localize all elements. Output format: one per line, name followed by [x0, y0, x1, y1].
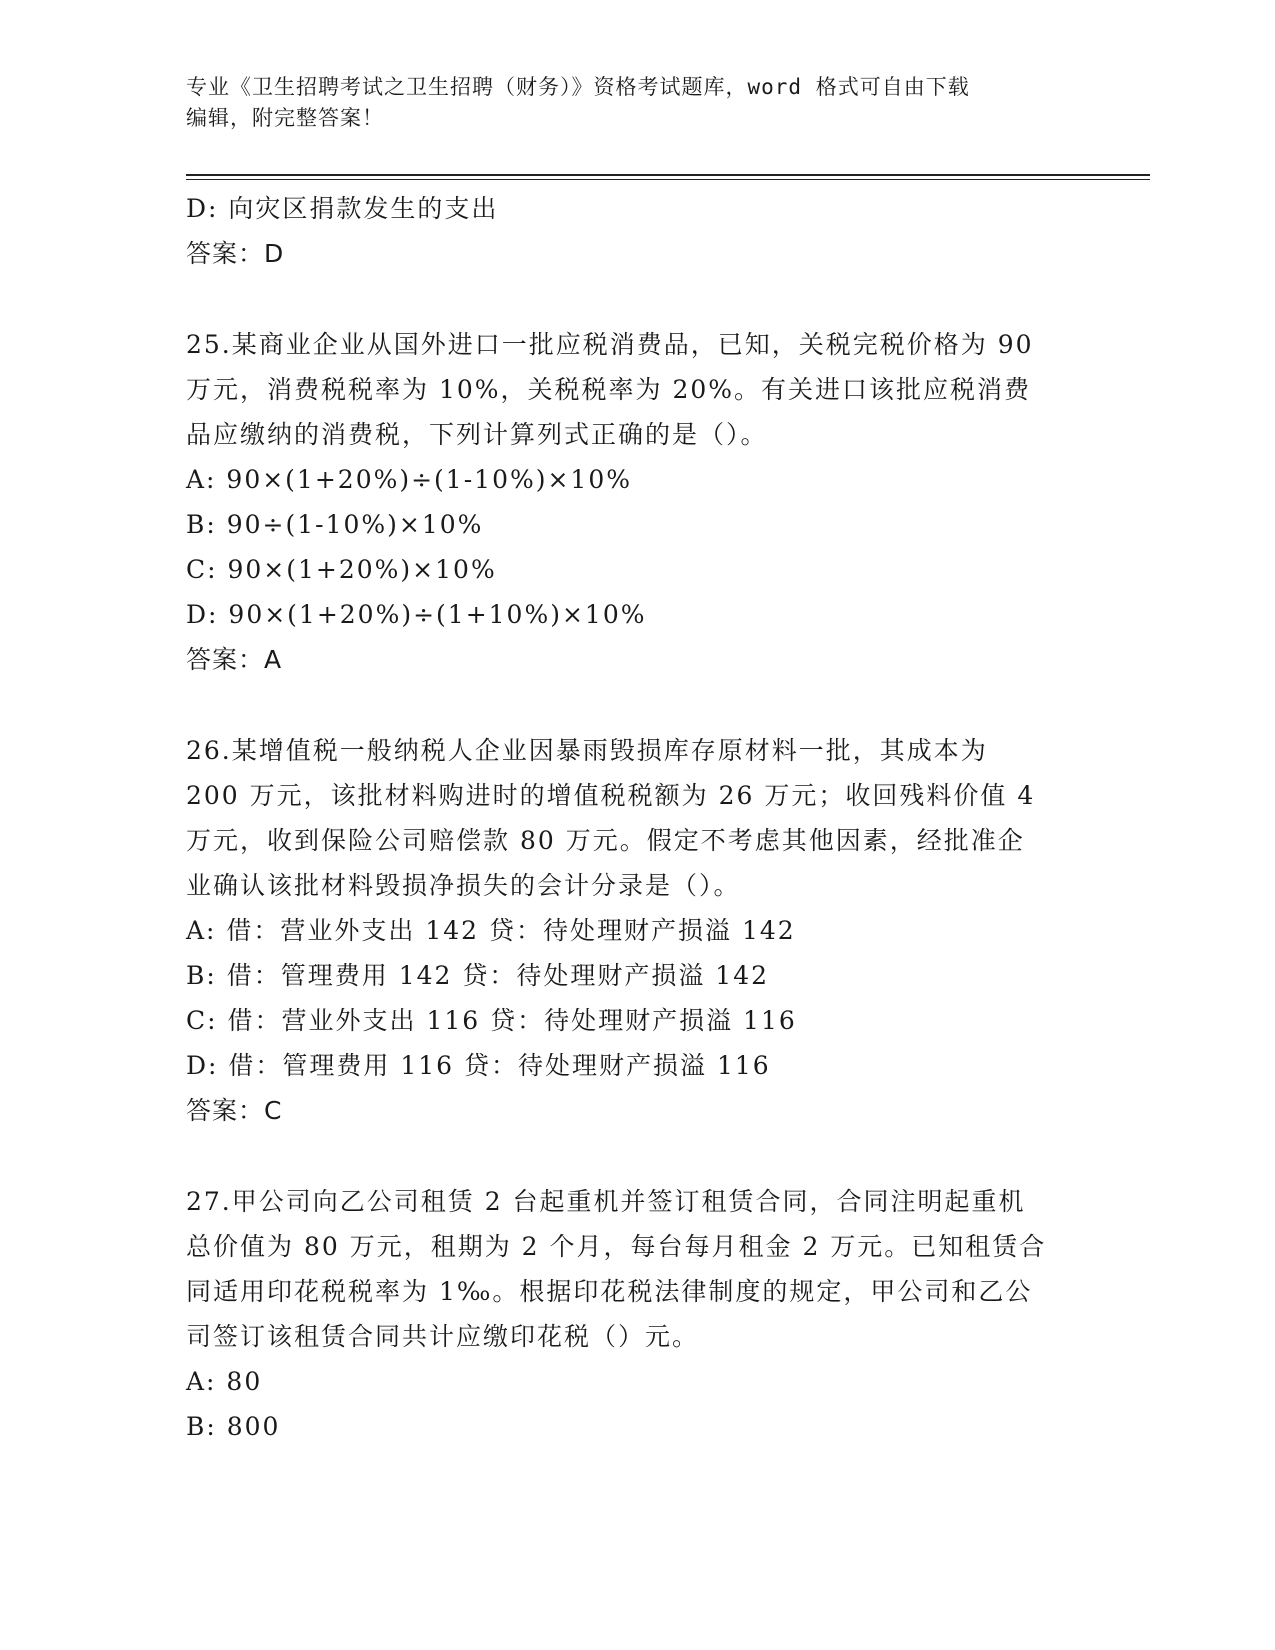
question-gap: [186, 1133, 1086, 1179]
option-d: D: 向灾区捐款发生的支出: [186, 194, 499, 223]
question-text-line: 品应缴纳的消费税，下列计算列式正确的是（）。: [186, 420, 768, 449]
previous-question-tail: [186, 186, 1086, 276]
question-text-line: 万元，消费税税率为 10%，关税税率为 20%。有关进口该批应税消费: [186, 375, 1032, 404]
header-line-2: 编辑，附完整答案！: [186, 106, 384, 130]
question-25: [186, 322, 1086, 682]
answer-line: 答案：D: [186, 239, 285, 268]
option-b: B: 800: [186, 1412, 281, 1441]
question-text-line: 27.甲公司向乙公司租赁 2 台起重机并签订租赁合同，合同注明起重机: [186, 1187, 1026, 1216]
question-27: [186, 1179, 1086, 1449]
option-d: D: 借：管理费用 116 贷：待处理财产损溢 116: [186, 1051, 771, 1080]
question-text-line: 总价值为 80 万元，租期为 2 个月，每台每月租金 2 万元。已知租赁合: [186, 1232, 1047, 1261]
question-gap: [186, 276, 1086, 322]
question-text-line: 司签订该租赁合同共计应缴印花税（）元。: [186, 1322, 700, 1351]
question-text-line: 25.某商业企业从国外进口一批应税消费品，已知，关税完税价格为 90: [186, 330, 1034, 359]
header-line-1: 专业《卫生招聘考试之卫生招聘（财务）》资格考试题库，word 格式可自由下载: [186, 75, 970, 99]
option-c: C: 借：营业外支出 116 贷：待处理财产损溢 116: [186, 1006, 797, 1035]
question-text-line: 200 万元，该批材料购进时的增值税税额为 26 万元；收回残料价值 4: [186, 781, 1036, 810]
option-b: B: 90÷(1-10%)×10%: [186, 510, 484, 539]
option-b: B: 借：管理费用 142 贷：待处理财产损溢 142: [186, 961, 770, 990]
header-divider-thin: [186, 179, 1150, 180]
question-gap: [186, 682, 1086, 728]
question-list: [186, 186, 1086, 1449]
question-26: [186, 728, 1086, 1133]
option-c: C: 90×(1+20%)×10%: [186, 555, 497, 584]
question-text-line: 26.某增值税一般纳税人企业因暴雨毁损库存原材料一批，其成本为: [186, 736, 988, 765]
option-a: A: 借：营业外支出 142 贷：待处理财产损溢 142: [186, 916, 796, 945]
question-text-line: 万元，收到保险公司赔偿款 80 万元。假定不考虑其他因素，经批准企: [186, 826, 1025, 855]
option-a: A: 80: [186, 1367, 263, 1396]
option-a: A: 90×(1+20%)÷(1-10%)×10%: [186, 465, 632, 494]
question-text-line: 业确认该批材料毁损净损失的会计分录是（）。: [186, 871, 741, 900]
document-header: [186, 72, 1066, 134]
header-divider-thick: [186, 174, 1150, 176]
answer-line: 答案：C: [186, 1096, 283, 1125]
answer-line: 答案：A: [186, 645, 283, 674]
option-d: D: 90×(1+20%)÷(1+10%)×10%: [186, 600, 647, 629]
question-text-line: 同适用印花税税率为 1‰。根据印花税法律制度的规定，甲公司和乙公: [186, 1277, 1033, 1306]
